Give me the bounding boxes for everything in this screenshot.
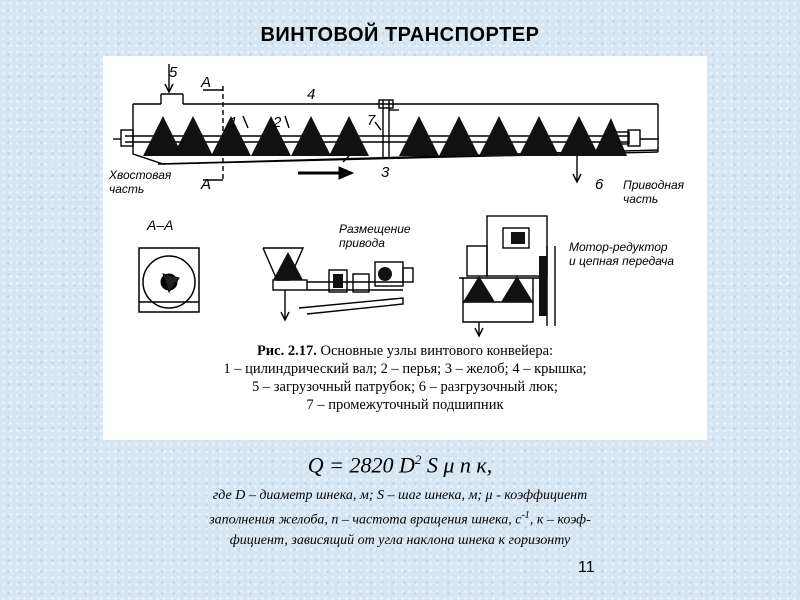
label-2: 2	[273, 114, 282, 131]
label-4: 4	[307, 86, 316, 103]
caption-line-4: 7 – промежуточный подшипник	[306, 397, 504, 413]
label-tail-part: Хвостовая часть	[109, 168, 172, 196]
explanation-line-2: заполнения желоба, n – частота вращения шнека, $с^{-1}$, к – коэф-	[209, 510, 591, 528]
label-5: 5	[169, 64, 178, 81]
label-drive-placement: Размещение привода	[339, 222, 411, 250]
caption-line-2: 1 – цилиндрический вал; 2 – перья; 3 – желоб; 4 – крышка;	[223, 361, 587, 377]
label-3: 3	[381, 164, 390, 181]
figure-caption	[103, 342, 707, 414]
formula: Q = 2820 $D^2$ S μ n к,	[307, 452, 493, 478]
label-motor-reducer: Мотор-редуктор и цепная передача	[569, 240, 675, 268]
label-drive-end: Приводная часть	[623, 178, 685, 206]
slide-title: ВИНТОВОЙ ТРАНСПОРТЕР	[260, 24, 540, 46]
page-number: 11	[578, 559, 595, 576]
label-section-a-top: A	[201, 74, 212, 91]
explanation-line-1: где D – диаметр шнека, м; S – шаг шнека, м; μ - коэффициент	[212, 488, 588, 503]
figure-conveyor	[103, 56, 707, 440]
label-section-aa: А–А	[147, 217, 174, 233]
label-1: 1	[229, 114, 238, 131]
formula-explanation	[110, 486, 690, 551]
label-7: 7	[367, 112, 376, 129]
label-section-a-bottom: A	[201, 176, 212, 193]
caption-line-1: Рис. 2.17. Основные узлы винтового конвейера:	[256, 343, 554, 359]
explanation-line-3: фициент, зависящий от угла наклона шнека к горизонту	[229, 532, 571, 548]
label-6: 6	[595, 176, 604, 193]
caption-line-3: 5 – загрузочный патрубок; 6 – разгрузочный люк;	[252, 379, 558, 395]
